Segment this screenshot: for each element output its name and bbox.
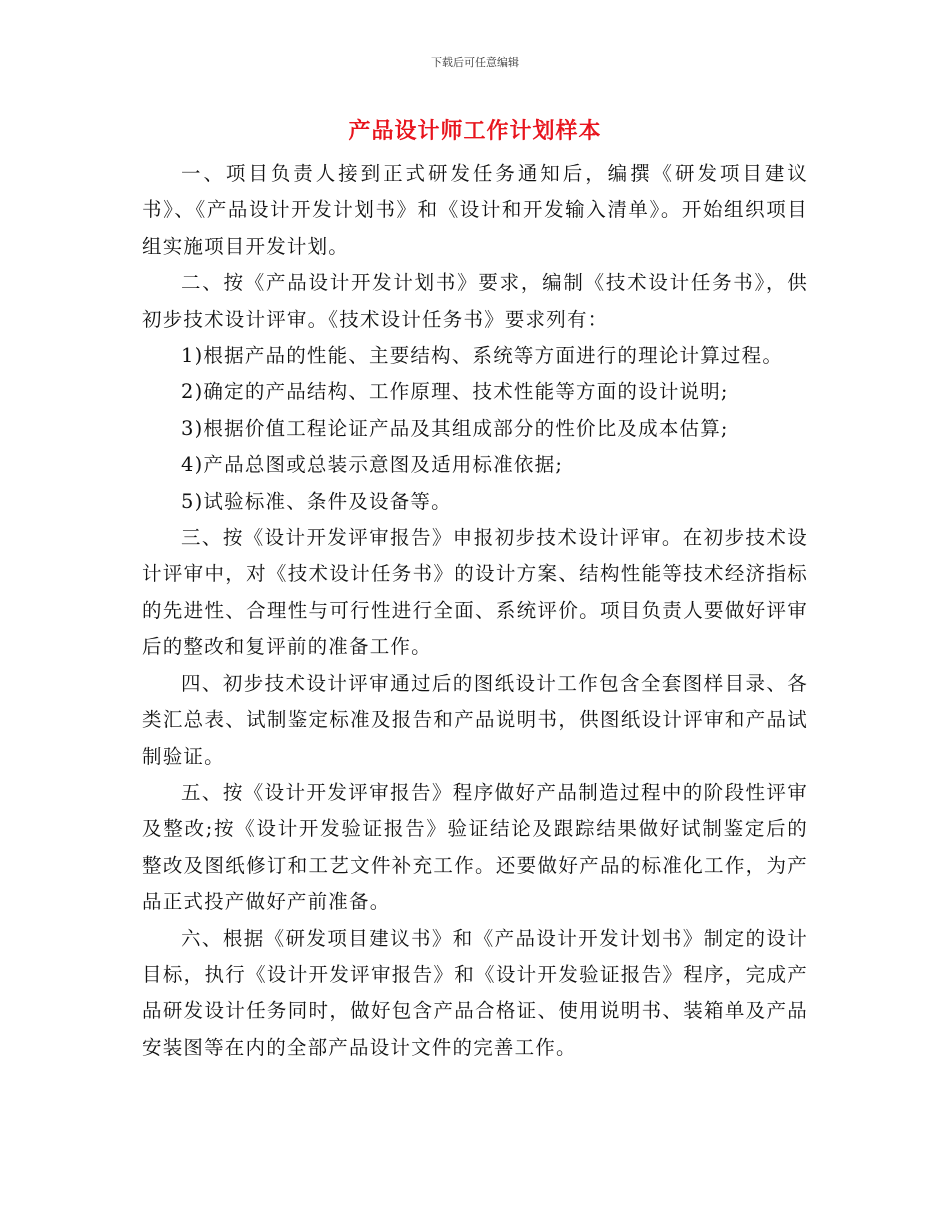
list-item-4: 4)产品总图或总装示意图及适用标准依据; [181,453,564,477]
document-body [142,156,808,1066]
paragraph-4: 四、初步技术设计评审通过后的图纸设计工作包含全套图样目录、各类汇总表、试制鉴定标准及报告和产品说明书，供图纸设计评审和产品试制验证。 [142,671,808,768]
list-item-5: 5)试验标准、条件及设备等。 [181,489,452,513]
paragraph-3: 三、按《设计开发评审报告》申报初步技术设计评审。在初步技术设计评审中，对《技术设计任务书》的设计方案、结构性能等技术经济指标的先进性、合理性与可行性进行全面、系统评价。项目负责人要做好评审后的整改和复评前的准备工作。 [142,526,808,659]
document-title: 产品设计师工作计划样本 [348,118,602,144]
header-note: 下载后可任意编辑 [431,56,519,69]
paragraph-2: 二、按《产品设计开发计划书》要求，编制《技术设计任务书》，供初步技术设计评审。《技术设计任务书》要求列有： [142,271,808,331]
paragraph-6: 六、根据《研发项目建议书》和《产品设计开发计划书》制定的设计目标，执行《设计开发评审报告》和《设计开发验证报告》程序，完成产品研发设计任务同时，做好包含产品合格证、使用说明书、装箱单及产品安装图等在内的全部产品设计文件的完善工作。 [142,926,808,1059]
list-item-1: 1)根据产品的性能、主要结构、系统等方面进行的理论计算过程。 [181,344,784,368]
paragraph-5: 五、按《设计开发评审报告》程序做好产品制造过程中的阶段性评审及整改;按《设计开发验证报告》验证结论及跟踪结果做好试制鉴定后的整改及图纸修订和工艺文件补充工作。还要做好产品的标准化工作，为产品正式投产做好产前准备。 [142,780,808,914]
list-item-2: 2)确定的产品结构、工作原理、技术性能等方面的设计说明; [181,380,729,404]
list-item-3: 3)根据价值工程论证产品及其组成部分的性价比及成本估算; [181,416,729,440]
paragraph-1: 一、项目负责人接到正式研发任务通知后，编撰《研发项目建议书》、《产品设计开发计划书》和《设计和开发输入清单》。开始组织项目组实施项目开发计划。 [142,162,808,258]
